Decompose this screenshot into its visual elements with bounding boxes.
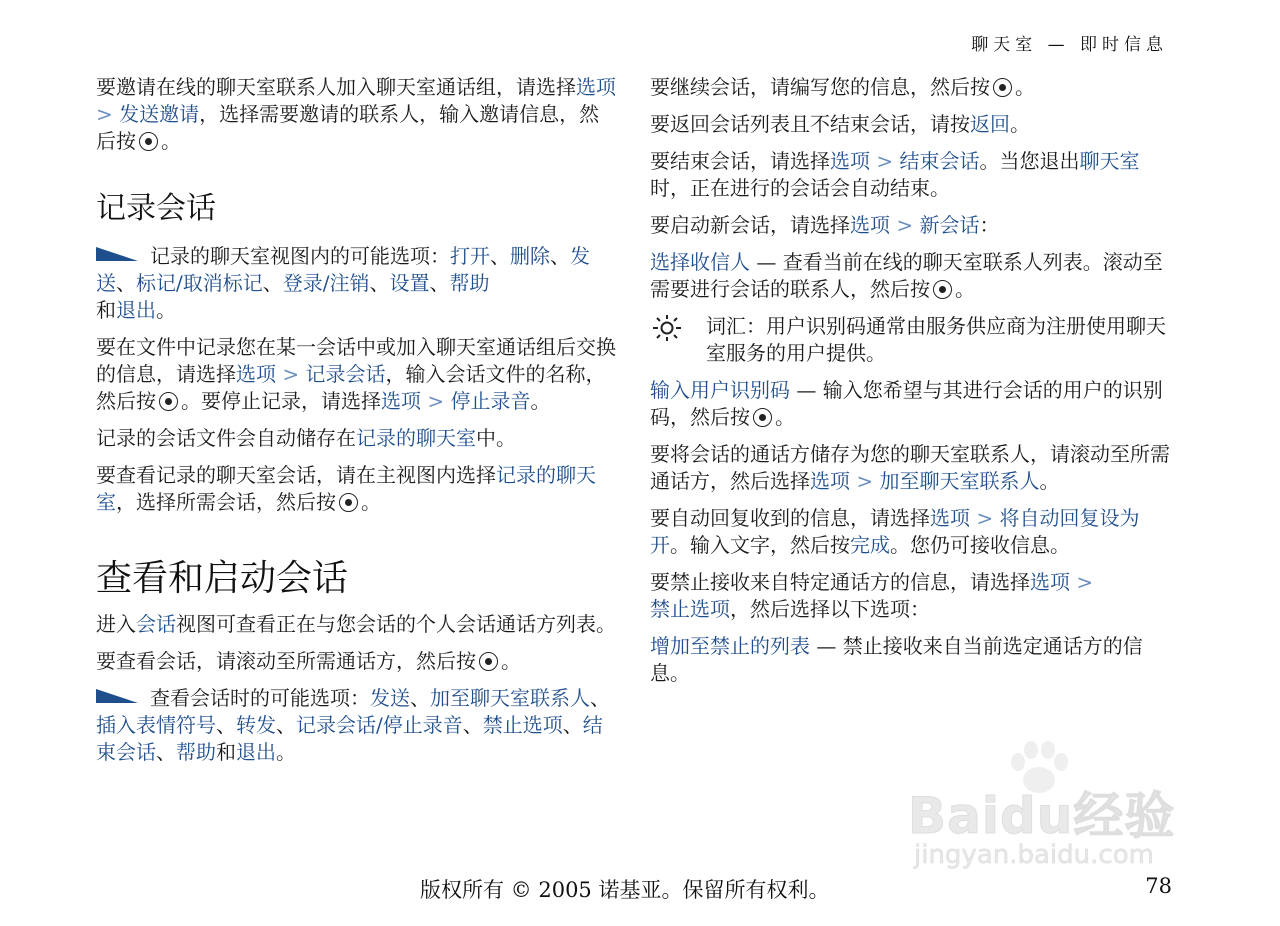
continue-paragraph: 要继续会话，请编写您的信息，然后按 。 xyxy=(650,75,1035,99)
link-select-recipient[interactable]: 选择收信人 xyxy=(650,250,750,274)
end-conversation-paragraph: 要结束会话，请选择选项 > 结束会话。当您退出聊天室时，正在进行的会话会自动结束。 xyxy=(650,149,1140,200)
joystick-center-icon xyxy=(339,493,358,512)
auto-reply-paragraph: 要自动回复收到的信息，请选择选项 > 将自动回复设为开。输入文字，然后按完成。您仍可接收信息。 xyxy=(650,506,1140,557)
link-options[interactable]: 选项 xyxy=(381,389,421,413)
conversation-view-paragraph: 进入会话视图可查看正在与您会话的个人会话通话方列表。 xyxy=(96,612,616,636)
option-end-conversation[interactable]: 结束会话 xyxy=(96,713,603,764)
option-record-stop[interactable]: 记录会话/停止录音 xyxy=(296,713,463,737)
right-column xyxy=(650,74,1170,697)
option-delete[interactable]: 删除 xyxy=(510,244,550,268)
watermark-url: jingyan.baidu.com xyxy=(914,840,1154,870)
enter-id-paragraph: 输入用户识别码 — 输入您希望与其进行会话的用户的识别码，然后按 。 xyxy=(650,378,1163,429)
link-back[interactable]: 返回 xyxy=(970,112,1010,136)
options-triangle-icon xyxy=(96,689,138,703)
link-done[interactable]: 完成 xyxy=(850,533,890,557)
record-options-paragraph: 记录的聊天室视图内的可能选项：打开、删除、发送、标记/取消标记、登录/注销、设置、帮助 和退出。 xyxy=(96,244,590,322)
link-chat[interactable]: 聊天室 xyxy=(1079,149,1140,173)
link-add-chat-contact[interactable]: 加至聊天室联系人 xyxy=(879,469,1040,493)
link-enter-user-id[interactable]: 输入用户识别码 xyxy=(650,378,790,402)
link-conversations[interactable]: 会话 xyxy=(136,612,176,636)
link-options[interactable]: 选项 xyxy=(830,149,870,173)
view-record-paragraph: 要查看记录的聊天室会话，请在主视图内选择记录的聊天室，选择所需会话，然后按 。 xyxy=(96,463,596,514)
record-paragraph: 要在文件中记录您在某一会话中或加入聊天室通话组后交换的信息，请选择选项 > 记录会话，输入会话文件的名称，然后按 。要停止记录，请选择选项 > 停止录音。 xyxy=(96,335,616,413)
link-record-conversation[interactable]: 记录会话 xyxy=(305,362,386,386)
options-triangle-icon xyxy=(96,247,138,261)
lightbulb-icon xyxy=(650,313,684,343)
option-add-contact[interactable]: 加至聊天室联系人 xyxy=(430,686,590,710)
link-options[interactable]: 选项 xyxy=(850,213,890,237)
option-insert-smiley[interactable]: 插入表情符号 xyxy=(96,713,216,737)
option-settings[interactable]: 设置 xyxy=(389,271,430,295)
link-options[interactable]: 选项 xyxy=(810,469,850,493)
block-list-paragraph: 增加至禁止的列表 — 禁止接收来自当前选定通话方的信息。 xyxy=(650,634,1143,685)
link-options[interactable]: 选项 xyxy=(930,506,970,530)
link-end-conversation[interactable]: 结束会话 xyxy=(899,149,980,173)
joystick-center-icon xyxy=(933,280,952,299)
link-stop-recording[interactable]: 停止录音 xyxy=(450,389,531,413)
link-block-options[interactable]: 禁止选项 xyxy=(650,597,730,621)
running-header: 聊天室 — 即时信息 xyxy=(971,35,1168,55)
conversation-options-paragraph: 查看会话时的可能选项：发送、加至聊天室联系人、插入表情符号、转发、记录会话/停止录音、禁止选项、结束会话、帮助和退出。 xyxy=(96,686,610,764)
section-heading-view: 查看和启动会话 xyxy=(96,558,349,599)
glossary-tip: 词汇：用户识别码通常由服务供应商为注册使用聊天室服务的用户提供。 xyxy=(650,313,1170,367)
option-block[interactable]: 禁止选项 xyxy=(482,713,563,737)
link-options[interactable]: 选项 xyxy=(576,75,616,99)
save-contact-paragraph: 要将会话的通话方储存为您的聊天室联系人，请滚动至所需通话方，然后选择选项 > 加至聊天室联系人。 xyxy=(650,442,1170,493)
joystick-center-icon xyxy=(753,408,772,427)
link-options[interactable]: 选项 xyxy=(1030,570,1070,594)
joystick-center-icon xyxy=(139,132,158,151)
option-exit[interactable]: 退出 xyxy=(116,298,156,322)
option-exit[interactable]: 退出 xyxy=(236,740,276,764)
select-recipient-paragraph: 选择收信人 — 查看当前在线的聊天室联系人列表。滚动至需要进行会话的联系人，然后按 。 xyxy=(650,250,1163,301)
view-conversation-paragraph: 要查看会话，请滚动至所需通话方，然后按 。 xyxy=(96,649,521,673)
link-new-conversation[interactable]: 新会话 xyxy=(919,213,980,237)
link-auto-reply-on[interactable]: 将自动回复设为开 xyxy=(650,506,1140,557)
link-recorded-chats[interactable]: 记录的聊天室 xyxy=(356,426,476,450)
option-send[interactable]: 发送 xyxy=(370,686,410,710)
copyright-footer: 版权所有 © 2005 诺基亚。保留所有权利。 xyxy=(420,878,830,902)
block-paragraph: 要禁止接收来自特定通话方的信息，请选择选项 > 禁止选项，然后选择以下选项： xyxy=(650,570,1094,621)
section-heading-record: 记录会话 xyxy=(96,191,216,226)
watermark-brand: Baidu经验 xyxy=(908,787,1176,845)
link-options[interactable]: 选项 xyxy=(236,362,276,386)
option-login[interactable]: 登录/注销 xyxy=(282,271,370,295)
joystick-center-icon xyxy=(993,78,1012,97)
option-help[interactable]: 帮助 xyxy=(449,271,490,295)
left-column xyxy=(96,74,616,776)
back-paragraph: 要返回会话列表且不结束会话，请按返回。 xyxy=(650,112,1030,136)
option-help[interactable]: 帮助 xyxy=(176,740,216,764)
invite-paragraph: 要邀请在线的聊天室联系人加入聊天室通话组，请选择选项 > 发送邀请，选择需要邀请的联系人，输入邀请信息，然后按 。 xyxy=(96,75,616,153)
option-send[interactable]: 发送 xyxy=(96,244,590,295)
option-mark[interactable]: 标记/取消标记 xyxy=(136,271,263,295)
new-conversation-paragraph: 要启动新会话，请选择选项 > 新会话： xyxy=(650,213,1000,237)
link-send-invite[interactable]: 发送邀请 xyxy=(119,102,200,126)
link-add-to-block-list[interactable]: 增加至禁止的列表 xyxy=(650,634,810,658)
link-recorded-chats[interactable]: 记录的聊天室 xyxy=(96,463,596,514)
page-number: 78 xyxy=(1145,874,1172,898)
option-forward[interactable]: 转发 xyxy=(236,713,276,737)
baidu-watermark xyxy=(908,740,1208,880)
option-open[interactable]: 打开 xyxy=(450,244,490,268)
autosave-paragraph: 记录的会话文件会自动储存在记录的聊天室中。 xyxy=(96,426,516,450)
joystick-center-icon xyxy=(479,652,498,671)
joystick-center-icon xyxy=(159,392,178,411)
